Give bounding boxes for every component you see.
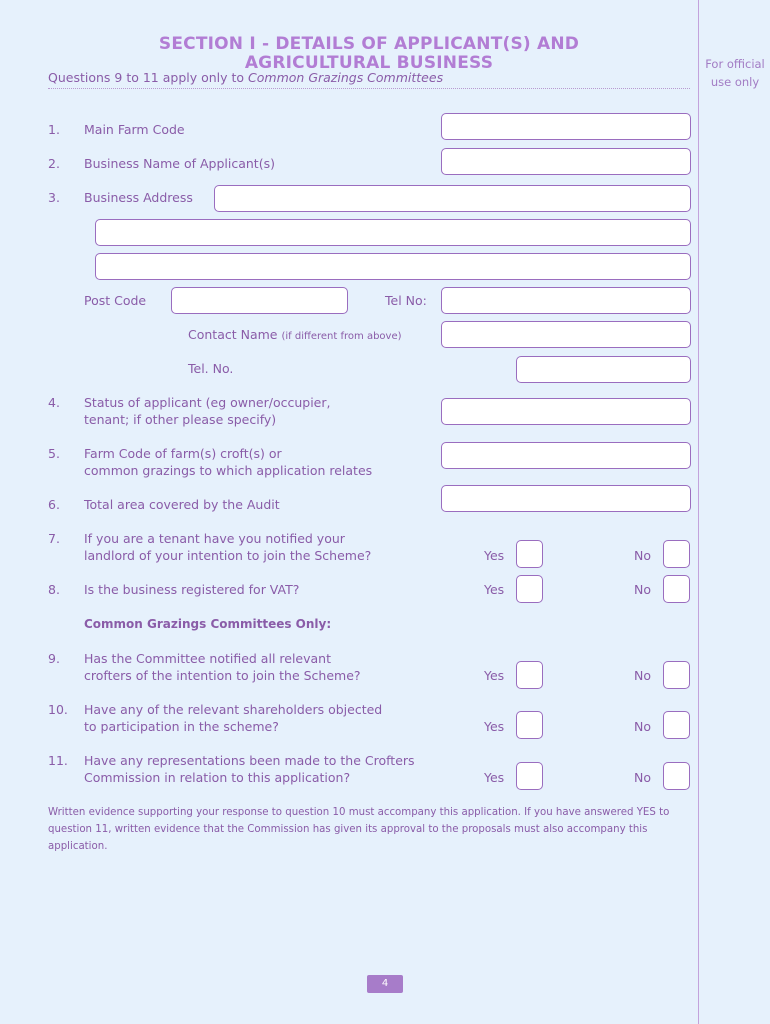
title-rule: [48, 88, 690, 89]
q10-yes-checkbox[interactable]: [516, 711, 543, 739]
q7-yes-checkbox[interactable]: [516, 540, 543, 568]
q10-no-label: No: [634, 719, 651, 734]
q5-label-line2: common grazings to which application relates: [84, 463, 373, 478]
q7-no-label: No: [634, 548, 651, 563]
q3-number: 3.: [48, 190, 60, 205]
q9-yes-label: Yes: [484, 668, 505, 683]
contact-tel-label: Tel. No.: [188, 361, 234, 376]
business-name-field[interactable]: [441, 148, 691, 175]
q9-number: 9.: [48, 651, 60, 666]
postcode-label: Post Code: [84, 293, 147, 308]
q7-number: 7.: [48, 531, 60, 546]
q9-yes-checkbox[interactable]: [516, 661, 543, 689]
q10-number: 10.: [48, 702, 68, 717]
q2-label: Business Name of Applicant(s): [84, 156, 275, 171]
farm-codes-field[interactable]: [441, 442, 691, 469]
contact-tel-field[interactable]: [516, 356, 691, 383]
official-use-label: [700, 55, 770, 91]
subtitle-lead: Questions 9 to 11 apply only to: [48, 70, 245, 85]
q8-label: Is the business registered for VAT?: [84, 582, 300, 597]
q10-yes-label: Yes: [484, 719, 505, 734]
business-address-line2[interactable]: [95, 219, 691, 246]
business-address-line3[interactable]: [95, 253, 691, 280]
q5-label-line1: Farm Code of farm(s) croft(s) or: [84, 446, 282, 461]
contact-name-label: [188, 326, 402, 345]
q1-label: Main Farm Code: [84, 122, 185, 137]
q8-no-label: No: [634, 582, 651, 597]
q10-no-checkbox[interactable]: [663, 711, 690, 739]
official-use-divider: [698, 0, 699, 1024]
section-title-line2: AGRICULTURAL BUSINESS: [244, 53, 494, 73]
contact-name-note: (if different from above): [281, 331, 402, 342]
q8-yes-checkbox[interactable]: [516, 575, 543, 603]
tel-field[interactable]: [441, 287, 691, 314]
q9-no-label: No: [634, 668, 651, 683]
section-subtitle: [48, 70, 443, 85]
q9-label-line1: Has the Committee notified all relevant: [84, 651, 331, 666]
business-address-line1[interactable]: [214, 185, 691, 212]
q8-number: 8.: [48, 582, 60, 597]
q7-yes-label: Yes: [484, 548, 505, 563]
q7-no-checkbox[interactable]: [663, 540, 690, 568]
tel-label: Tel No:: [385, 293, 427, 308]
q3-label: Business Address: [84, 190, 193, 205]
official-use-line1: For official: [705, 57, 765, 71]
q9-no-checkbox[interactable]: [663, 661, 690, 689]
q8-yes-label: Yes: [484, 582, 505, 597]
section-title-line1: SECTION I - DETAILS OF APPLICANT(S) AND: [158, 34, 580, 54]
q10-label-line2: to participation in the scheme?: [84, 719, 279, 734]
postcode-field[interactable]: [171, 287, 348, 314]
q11-label-line2: Commission in relation to this application?: [84, 770, 351, 785]
contact-name-text: Contact Name: [188, 327, 278, 342]
q11-label-line1: Have any representations been made to the Crofters: [84, 753, 415, 768]
q4-label-line1: Status of applicant (eg owner/occupier,: [84, 395, 331, 410]
q4-number: 4.: [48, 395, 60, 410]
total-area-field[interactable]: [441, 485, 691, 512]
q7-label-line1: If you are a tenant have you notified your: [84, 531, 345, 546]
main-farm-code-field[interactable]: [441, 113, 691, 140]
q11-yes-checkbox[interactable]: [516, 762, 543, 790]
q7-label-line2: landlord of your intention to join the Scheme?: [84, 548, 372, 563]
evidence-note: Written evidence supporting your response to question 10 must accompany this application. If you have answered YES to question 11, written evidence that the Commission has given its approval to the proposals must also accompany this application.: [48, 807, 670, 852]
q4-label-line2: tenant; if other please specify): [84, 412, 277, 427]
subtitle-italic: Common Grazings Committees: [248, 70, 444, 85]
q11-yes-label: Yes: [484, 770, 505, 785]
q6-number: 6.: [48, 497, 60, 512]
cgc-heading: Common Grazings Committees Only:: [84, 617, 332, 631]
q10-label-line1: Have any of the relevant shareholders objected: [84, 702, 383, 717]
page-number: 4: [367, 975, 403, 993]
applicant-status-field[interactable]: [441, 398, 691, 425]
contact-name-field[interactable]: [441, 321, 691, 348]
q5-number: 5.: [48, 446, 60, 461]
q11-no-checkbox[interactable]: [663, 762, 690, 790]
q1-number: 1.: [48, 122, 60, 137]
q6-label: Total area covered by the Audit: [84, 497, 280, 512]
official-use-line2: use only: [710, 75, 760, 89]
q9-label-line2: crofters of the intention to join the Scheme?: [84, 668, 361, 683]
q8-no-checkbox[interactable]: [663, 575, 690, 603]
q2-number: 2.: [48, 156, 60, 171]
q11-no-label: No: [634, 770, 651, 785]
q11-number: 11.: [48, 753, 68, 768]
